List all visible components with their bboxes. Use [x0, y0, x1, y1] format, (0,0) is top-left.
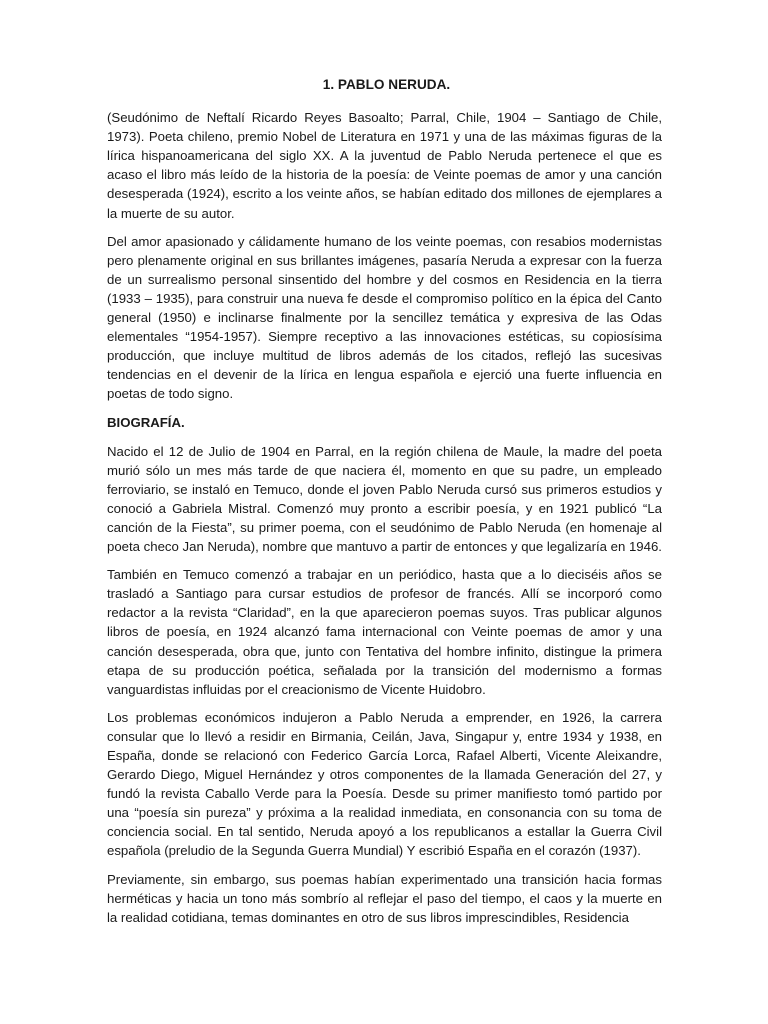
intro-paragraph-1: (Seudónimo de Neftalí Ricardo Reyes Basoalto; Parral, Chile, 1904 – Santiago de Chile, 1973). Poeta chileno, premio Nobel de Literatura en 1971 y una de las máximas figuras de la lírica hispanoamericana del siglo XX. A la juventud de Pablo Neruda pertenece el que es acaso el libro más leído de la historia de la poesía: de Veinte poemas de amor y una canción desesperada (1924), escrito a los veinte años, se habían editado dos millones de ejemplares a la muerte de su autor.: [107, 110, 662, 221]
bio-paragraph-2: También en Temuco comenzó a trabajar en un periódico, hasta que a lo dieciséis años se trasladó a Santiago para cursar estudios de profesor de francés. Allí se incorporó como redactor a la revista “Claridad”, en la que aparecieron poemas suyos. Tras publicar algunos libros de poesía, en 1924 alcanzó fama internacional con Veinte poemas de amor y una canción desesperada, obra que, junto con Tentativa del hombre infinito, distingue la primera etapa de su producción poética, señalada por la transición del modernismo a formas vanguardistas influidas por el creacionismo de Vicente Huidobro.: [107, 567, 662, 697]
document-page: [107, 75, 662, 936]
bio-paragraph-3: Los problemas económicos indujeron a Pablo Neruda a emprender, en 1926, la carrera consular que lo llevó a residir en Birmania, Ceilán, Java, Singapur y, entre 1934 y 1938, en España, donde se relacionó con Federico García Lorca, Rafael Alberti, Vicente Aleixandre, Gerardo Diego, Miguel Hernández y otros componentes de la llamada Generación del 27, y fundó la revista Caballo Verde para la Poesía. Desde su primer manifiesto tomó partido por una “poesía sin pureza” y próxima a la realidad inmediata, en consonancia con su toma de conciencia social. En tal sentido, Neruda apoyó a los republicanos a estallar la Guerra Civil española (preludio de la Segunda Guerra Mundial) Y escribió España en el corazón (1937).: [107, 709, 662, 859]
bio-paragraph-1: Nacido el 12 de Julio de 1904 en Parral, en la región chilena de Maule, la madre del poeta murió sólo un mes más tarde de que naciera él, momento en que su padre, un empleado ferroviario, se instaló en Temuco, donde el joven Pablo Neruda cursó sus primeros estudios y conoció a Gabriela Mistral. Comenzó muy pronto a escribir poesía, y en 1921 publicó “La canción de la Fiesta”, su primer poema, con el seudónimo de Pablo Neruda (en homenaje al poeta checo Jan Neruda), nombre que mantuvo a partir de entonces y que legalizaría en 1946.: [107, 443, 662, 555]
document-title: 1. PABLO NERUDA.: [322, 77, 451, 92]
section-heading-biografia: BIOGRAFÍA.: [107, 414, 185, 430]
bio-paragraph-4: Previamente, sin embargo, sus poemas habían experimentado una transición hacia formas herméticas y hacia un tono más sombrío al reflejar el paso del tiempo, el caos y la muerte en la realidad cotidiana, temas dominantes en otro de sus libros imprescindibles, Residencia: [107, 871, 662, 925]
intro-paragraph-2: Del amor apasionado y cálidamente humano de los veinte poemas, con resabios modernistas pero plenamente original en sus brillantes imágenes, pasaría Neruda a expresar con la fuerza de un surrealismo personal sinsentido del hombre y del cosmos en Residencia en la tierra (1933 – 1935), para construir una nueva fe desde el compromiso político en la épica del Canto general (1950) e inclinarse finalmente por la sencillez temática y expresiva de las Odas elementales “1954-1957). Siempre receptivo a las innovaciones estéticas, su copiosísima producción, que incluye multitud de libros además de los citados, reflejó las sucesivas tendencias en el devenir de la lírica en lengua española e ejerció una fuerte influencia en poetas de todo signo.: [107, 233, 662, 402]
